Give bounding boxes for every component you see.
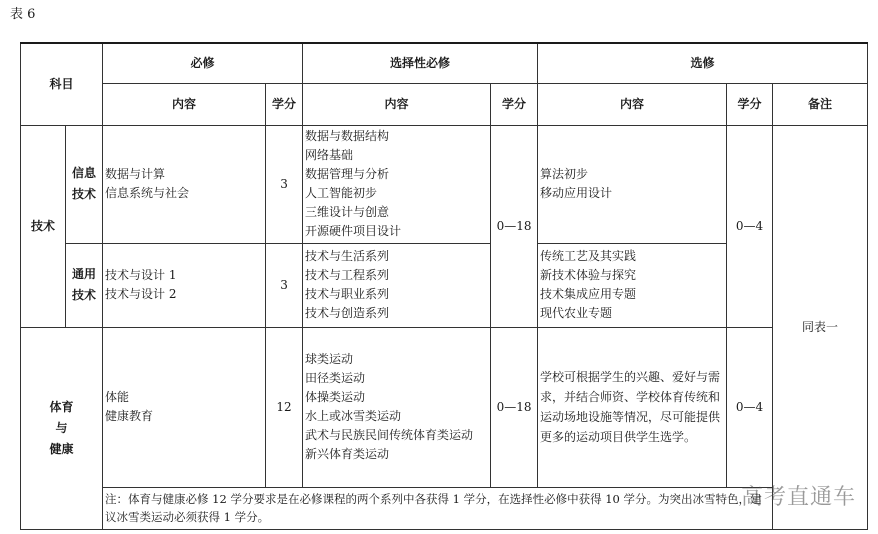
content-line: 算法初步 bbox=[540, 167, 589, 181]
header-elective-credit: 学分 bbox=[727, 83, 773, 125]
info-elective-content bbox=[538, 125, 727, 243]
content-line: 体操类运动 bbox=[305, 390, 366, 404]
content-line: 传统工艺及其实践 bbox=[540, 249, 637, 263]
info-required-credit: 3 bbox=[266, 125, 303, 243]
header-selective-credit: 学分 bbox=[491, 83, 538, 125]
header-elective: 选修 bbox=[538, 43, 868, 83]
pe-elective-content bbox=[538, 327, 727, 487]
content-line: 网络基础 bbox=[305, 148, 354, 162]
content-line: 开源硬件项目设计 bbox=[305, 224, 402, 238]
pe-elective-credit: 0—4 bbox=[727, 327, 773, 487]
pe-selective-credit: 0—18 bbox=[491, 327, 538, 487]
header-selective-required: 选择性必修 bbox=[303, 43, 538, 83]
subject-general-tech bbox=[66, 243, 103, 327]
pe-required-credit: 12 bbox=[266, 327, 303, 487]
content-line: 体能 bbox=[105, 390, 130, 404]
header-remarks: 备注 bbox=[773, 83, 868, 125]
content-line: 移动应用设计 bbox=[540, 186, 613, 200]
general-required-content bbox=[103, 243, 266, 327]
content-line: 技术与工程系列 bbox=[305, 268, 390, 282]
subject-general-tech-line1: 通用 bbox=[72, 267, 97, 281]
subject-info-tech-line1: 信息 bbox=[72, 166, 97, 180]
content-line: 数据与计算 bbox=[105, 167, 166, 181]
general-required-credit: 3 bbox=[266, 243, 303, 327]
subject-pe-line3: 健康 bbox=[49, 441, 74, 456]
tech-elective-credit: 0—4 bbox=[727, 125, 773, 327]
content-line: 武术与民族民间传统体育类运动 bbox=[305, 428, 474, 442]
subject-pe-health bbox=[21, 327, 103, 529]
pe-selective-content bbox=[303, 327, 491, 487]
content-line: 技术与设计 1 bbox=[105, 268, 177, 282]
remarks-cell: 同表一 bbox=[773, 125, 868, 529]
general-selective-content bbox=[303, 243, 491, 327]
content-line: 技术与职业系列 bbox=[305, 287, 390, 301]
subject-info-tech-line2: 技术 bbox=[72, 187, 97, 201]
header-subject: 科目 bbox=[21, 43, 103, 125]
content-line: 技术与创造系列 bbox=[305, 306, 390, 320]
pe-note: 注：体育与健康必修 12 学分要求是在必修课程的两个系列中各获得 1 学分，在选择性必修中获得 10 学分。为突出冰雪特色，建议冰雪类运动必须获得 1 学分。 bbox=[103, 487, 773, 529]
content-line: 技术集成应用专题 bbox=[540, 287, 637, 301]
header-selective-content: 内容 bbox=[303, 83, 491, 125]
content-line: 球类运动 bbox=[305, 352, 354, 366]
subject-info-tech bbox=[66, 125, 103, 243]
content-line: 水上或冰雪类运动 bbox=[305, 409, 402, 423]
content-line: 人工智能初步 bbox=[305, 186, 378, 200]
content-line: 新兴体育类运动 bbox=[305, 447, 390, 461]
content-line: 田径类运动 bbox=[305, 371, 366, 385]
curriculum-table bbox=[20, 42, 868, 530]
content-line: 健康教育 bbox=[105, 409, 154, 423]
tech-selective-credit: 0—18 bbox=[491, 125, 538, 327]
content-line: 信息系统与社会 bbox=[105, 186, 190, 200]
table-caption: 表 6 bbox=[10, 7, 36, 22]
header-required-credit: 学分 bbox=[266, 83, 303, 125]
general-elective-content bbox=[538, 243, 727, 327]
pe-elective-paragraph: 学校可根据学生的兴趣、爱好与需求，并结合师资、学校体育传统和运动场地设施等情况，尽可能提供更多的运动项目供学生选学。 bbox=[540, 370, 721, 444]
subject-general-tech-line2: 技术 bbox=[72, 288, 97, 302]
header-required-content: 内容 bbox=[103, 83, 266, 125]
header-required: 必修 bbox=[103, 43, 303, 83]
content-line: 技术与设计 2 bbox=[105, 287, 177, 301]
content-line: 数据与数据结构 bbox=[305, 129, 390, 143]
pe-required-content bbox=[103, 327, 266, 487]
content-line: 现代农业专题 bbox=[540, 306, 613, 320]
info-required-content bbox=[103, 125, 266, 243]
info-selective-content bbox=[303, 125, 491, 243]
content-line: 新技术体验与探究 bbox=[540, 268, 637, 282]
content-line: 数据管理与分析 bbox=[305, 167, 390, 181]
header-elective-content: 内容 bbox=[538, 83, 727, 125]
watermark-logo: 高考直通车 bbox=[740, 485, 856, 510]
content-line: 技术与生活系列 bbox=[305, 249, 390, 263]
subject-pe-line2: 与 bbox=[55, 420, 68, 435]
subject-pe-line1: 体育 bbox=[49, 399, 74, 414]
content-line: 三维设计与创意 bbox=[305, 205, 390, 219]
subject-tech: 技术 bbox=[21, 125, 66, 327]
